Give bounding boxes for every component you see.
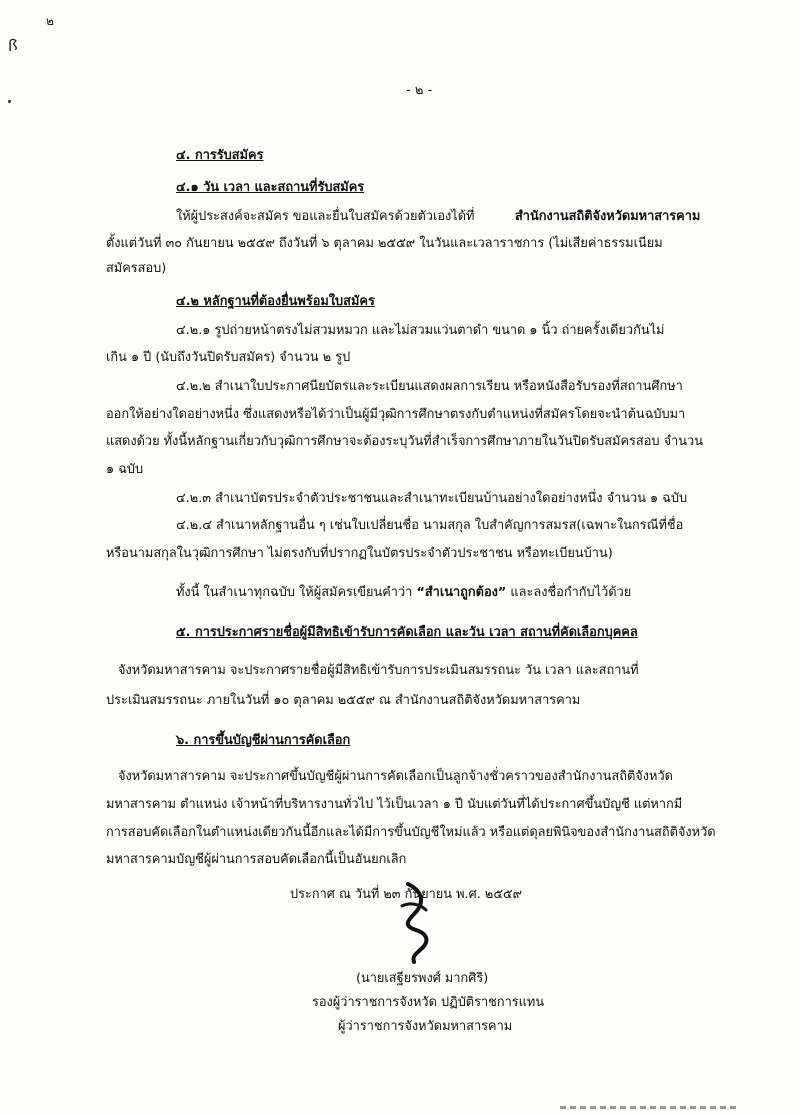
scan-bottom-edge: [560, 1106, 740, 1109]
signatory-title-2: ผู้ว่าราชการจังหวัดมหาสารคาม: [338, 1019, 513, 1034]
signature: [386, 876, 446, 966]
section-4-heading: ๔. การรับสมัคร: [176, 148, 264, 163]
section-4-1-line-3: สมัครสอบ): [106, 261, 167, 276]
item-4-2-2-line-3: แสดงด้วย ทั้งนี้หลักฐานเกี่ยวกับวุฒิการศึกษาจะต้องระบุวันที่สำเร็จการศึกษาภายในวันปิดรับสมัครสอบ จำนวน: [106, 434, 703, 449]
section-4-1-line-1b: สำนักงานสถิติจังหวัดมหาสารคาม: [515, 209, 701, 224]
section-6-line-2: มหาสารคาม ตำแหน่ง เจ้าหน้าที่บริหารงานทั่วไป ไว้เป็นเวลา ๑ ปี นับแต่วันที่ได้ประกาศขึ้นบัญชี แต่หากมี: [106, 797, 683, 812]
item-4-2-2-line-1: ๔.๒.๒ สำเนาใบประกาศนียบัตรและระเบียนแสดงผลการเรียน หรือหนังสือรับรองที่สถานศึกษา: [176, 379, 683, 394]
section-6-line-4: มหาสารคามบัญชีผู้ผ่านการสอบคัดเลือกนี้เป็นอันยกเลิก: [106, 852, 407, 867]
section-6-line-1: จังหวัดมหาสารคาม จะประกาศขึ้นบัญชีผู้ผ่านการคัดเลือกเป็นลูกจ้างชั่วคราวของสำนักงานสถิติจังหวัด: [118, 769, 673, 784]
item-4-2-4-line-1: ๔.๒.๔ สำเนาหลักฐานอื่น ๆ เช่นใบเปลี่ยนชื่อ นามสกุล ใบสำคัญการสมรส(เฉพาะในกรณีที่ชื่อ: [176, 518, 684, 533]
corner-mark: ๒: [46, 14, 54, 28]
copy-note-certified: “สำเนาถูกต้อง”: [416, 585, 507, 600]
item-4-2-3: ๔.๒.๓ สำเนาบัตรประจำตัวประชาชนและสำเนาทะเบียนบ้านอย่างใดอย่างหนึ่ง จำนวน ๑ ฉบับ: [176, 491, 688, 506]
copy-note-c: และลงชื่อกำกับไว้ด้วย: [510, 585, 632, 600]
section-4-1-heading: ๔.๑ วัน เวลา และสถานที่รับสมัคร: [176, 180, 365, 195]
signatory-title-1: รองผู้ว่าราชการจังหวัด ปฏิบัติราชการแทน: [312, 995, 545, 1010]
section-4-1-line-1a: ให้ผู้ประสงค์จะสมัคร ขอและยื่นใบสมัครด้วยตัวเองได้ที่: [176, 209, 475, 224]
page-number: - ๒ -: [406, 83, 433, 98]
section-6-line-3: การสอบคัดเลือกในตำแหน่งเดียวกันนี้อีกและได้มีการขึ้นบัญชีใหม่แล้ว หรือแต่ดุลยพินิจของสำนักงานสถิติจังหวัด: [106, 825, 716, 840]
item-4-2-1-line-2: เกิน ๑ ปี (นับถึงวันปิดรับสมัคร) จำนวน ๒ รูป: [106, 350, 351, 365]
section-5-heading: ๕. การประกาศรายชื่อผู้มีสิทธิเข้ารับการคัดเลือก และวัน เวลา สถานที่คัดเลือกบุคคล: [176, 625, 638, 640]
section-4-1-line-2: ตั้งแต่วันที่ ๓๐ กันยายน ๒๕๕๙ ถึงวันที่ ๖ ตุลาคม ๒๕๕๙ ในวันและเวลาราชการ (ไม่เสียค่าธรรมเนียม: [106, 236, 663, 251]
signatory-name: (นายเสฐียรพงศ์ มากศิริ): [356, 971, 489, 986]
announcement-date: ประกาศ ณ วันที่ ๒๓ กันยายน พ.ศ. ๒๕๕๙: [290, 887, 523, 902]
section-6-heading: ๖. การขึ้นบัญชีผ่านการคัดเลือก: [176, 733, 351, 748]
binding-hole-icon: ꟗ: [8, 36, 18, 55]
item-4-2-1-line-1: ๔.๒.๑ รูปถ่ายหน้าตรงไม่สวมหมวก และไม่สวมแว่นตาดำ ขนาด ๑ นิ้ว ถ่ายครั้งเดียวกันไม่: [176, 323, 665, 338]
scan-dot: [8, 100, 11, 103]
copy-note-a: ทั้งนี้ ในสำเนาทุกฉบับ ให้ผู้สมัครเขียนคำว่า: [176, 585, 413, 600]
item-4-2-4-line-2: หรือนามสกุลในวุฒิการศึกษา ไม่ตรงกับที่ปรากฏในบัตรประจำตัวประชาชน หรือทะเบียนบ้าน): [106, 546, 613, 561]
item-4-2-2-line-2: ออกให้อย่างใดอย่างหนึ่ง ซึ่งแสดงหรือได้ว่าเป็นผู้มีวุฒิการศึกษาตรงกับตำแหน่งที่สมัครโดยจะนำต้นฉบับมา: [106, 407, 686, 422]
item-4-2-2-line-4: ๑ ฉบับ: [106, 462, 144, 477]
section-5-line-1: จังหวัดมหาสารคาม จะประกาศรายชื่อผู้มีสิทธิเข้ารับการประเมินสมรรถนะ วัน เวลา และสถานที่: [118, 663, 639, 678]
section-5-line-2: ประเมินสมรรถนะ ภายในวันที่ ๑๐ ตุลาคม ๒๕๕๙ ณ สำนักงานสถิติจังหวัดมหาสารคาม: [106, 693, 581, 708]
copy-note: [176, 582, 631, 604]
section-4-2-heading: ๔.๒ หลักฐานที่ต้องยื่นพร้อมใบสมัคร: [176, 294, 375, 309]
